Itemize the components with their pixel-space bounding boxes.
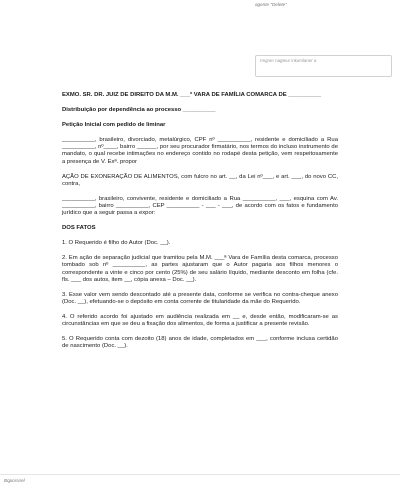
fact-paragraph: 2. Em ação de separação judicial que tramitou pela M.M. ___ª Vara de Família desta comarca, processo tombado sob nº __________, as partes ajustaram que o Autor pagaria aos filhos menores o correspondente a vinte e cinco por cento (25%) de seu salário líquido, mediante desconto em folha (cfe. fls. ___ dos autos, item __, cópia anexa – Doc. __). — [62, 255, 338, 283]
fact-paragraph: 5. O Requerido conta com dezoito (18) anos de idade, completados em ___, conforme inclusa certidão de nascimento (Doc. __). — [62, 336, 338, 350]
facts-heading: DOS FATOS — [62, 225, 96, 232]
fact-paragraph: 3. Esse valor vem sendo descontado até a presente data, conforme se verifica no contra-cheque anexo (Doc. __), efetuando-se o depósito em conta corrente de titularidade da mãe do Requerido. — [62, 291, 338, 305]
margin-note: agente "Delete" — [255, 2, 287, 7]
petition-document — [62, 92, 338, 358]
footer-divider — [0, 474, 400, 475]
fact-paragraph: 1. O Requerido é filho do Autor (Doc. __). — [62, 240, 171, 247]
margin-note-box: rmgner nagteur inkumlaner a — [255, 55, 392, 77]
footer-label: Bqporsirel — [4, 478, 25, 483]
fact-paragraph: 4. O referido acordo foi ajustado em audiência realizada em __ e, desde então, modificaram-se as circunstâncias em que se deu a fixação dos alimentos, de forma a justificar a presente revisão. — [62, 313, 338, 327]
action-paragraph: AÇÃO DE EXONERAÇÃO DE ALIMENTOS, com fulcro no art. __, da Lei nº___, e art. ___, do novo CC, contra, — [62, 173, 338, 187]
distribution-line: Distribuição por dependência ao processo __________ — [62, 107, 216, 114]
court-header: EXMO. SR. DR. JUIZ DE DIREITO DA M.M. ___ª VARA DE FAMÍLIA COMARCA DE __________ — [62, 92, 322, 98]
defendant-paragraph: __________, brasileiro, convivente, residente e domiciliado a Rua __________, ___, esquina com Av. __________, bairro __________, CEP __________ - ___ - ___, de acordo com os fatos e fundamento jurídico que a seguir passa a expor: — [62, 195, 338, 217]
petition-title: Petição Inicial com pedido de liminar — [62, 122, 166, 129]
intro-paragraph: __________, brasileiro, divorciado, metalúrgico, CPF nº __________, residente e domiciliado a Rua __________, nº____, bairro ______, por seu procurador firmatário, nos termos do incluso instrumento de mandato, o qual recebe intimações no endereço contido no rodapé desta petição, vem respeitosamente a presença de V. Exª. propor — [62, 137, 338, 165]
